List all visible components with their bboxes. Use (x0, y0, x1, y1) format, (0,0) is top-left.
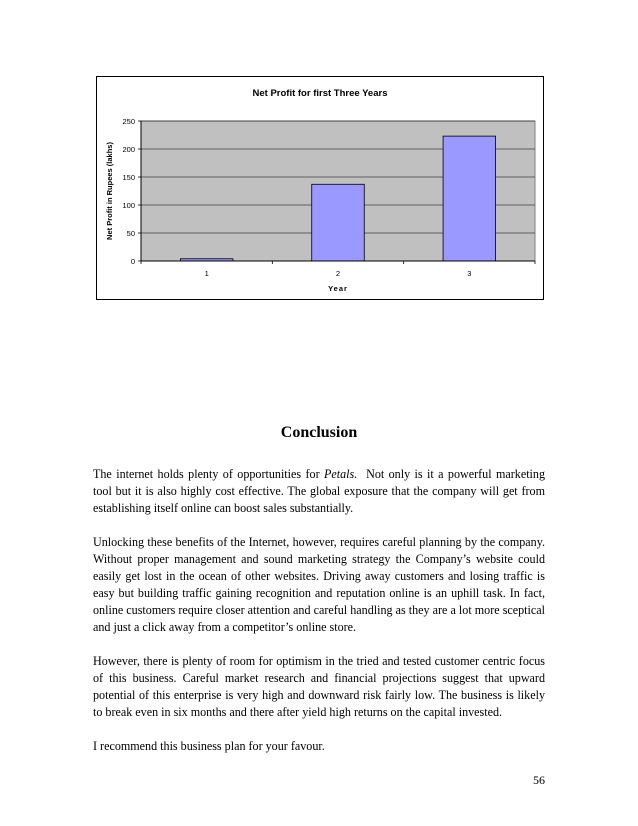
company-name: Petals. (324, 467, 358, 481)
page-number: 56 (533, 773, 545, 787)
section-heading: Conclusion (280, 424, 358, 441)
conclusion-body (93, 466, 549, 772)
x-tick-label: 3 (467, 269, 472, 278)
y-tick-label: 0 (130, 257, 135, 266)
chart-title: Net Profit for first Three Years (252, 88, 388, 99)
bar-chart (97, 77, 543, 299)
paragraph-1-rest: Not only is it a powerful marketing tool but it is also highly cost effective. The global exposure that the company will get from establishing itself online can boost sales substantially. (93, 467, 549, 515)
chart-container (96, 76, 544, 300)
y-tick-label: 150 (122, 173, 135, 182)
paragraph-planning: Unlocking these benefits of the Internet, however, requires careful planning by the company. Without proper management and sound marketing strategy the Company’s website could easily get lost in the ocean of other websites. Driving away customers and losing traffic is easy but building traffic gaining recognition and reputation online is an uphill task. In fact, online customers require closer attention and careful handling as they are a lot more sceptical and just a click away from a competitor’s online store. (93, 535, 545, 634)
paragraph-opportunities (93, 466, 549, 517)
bar-year-3 (443, 136, 496, 261)
bar-year-2 (312, 184, 365, 261)
y-axis-label: Net Profit in Rupees (lakhs) (105, 142, 114, 240)
y-tick-label: 50 (126, 229, 135, 238)
paragraph-optimism: However, there is plenty of room for optimism in the tried and tested customer centric focus of this business. Careful market research and financial projections suggest that upward potential of this enterprise is very high and downward risk fairly low. The business is likely to break even in six months and there after yield high returns on the capital invested. (93, 654, 545, 719)
y-tick-label: 250 (122, 117, 135, 126)
paragraph-1-lead: The internet holds plenty of opportunities for (93, 467, 325, 481)
paragraph-recommendation: I recommend this business plan for your favour. (93, 739, 325, 753)
x-tick-label: 1 (204, 269, 209, 278)
y-tick-label: 200 (122, 145, 135, 154)
x-tick-label: 2 (335, 269, 341, 278)
y-tick-label: 100 (122, 201, 135, 210)
x-axis-label: Year (328, 284, 348, 293)
